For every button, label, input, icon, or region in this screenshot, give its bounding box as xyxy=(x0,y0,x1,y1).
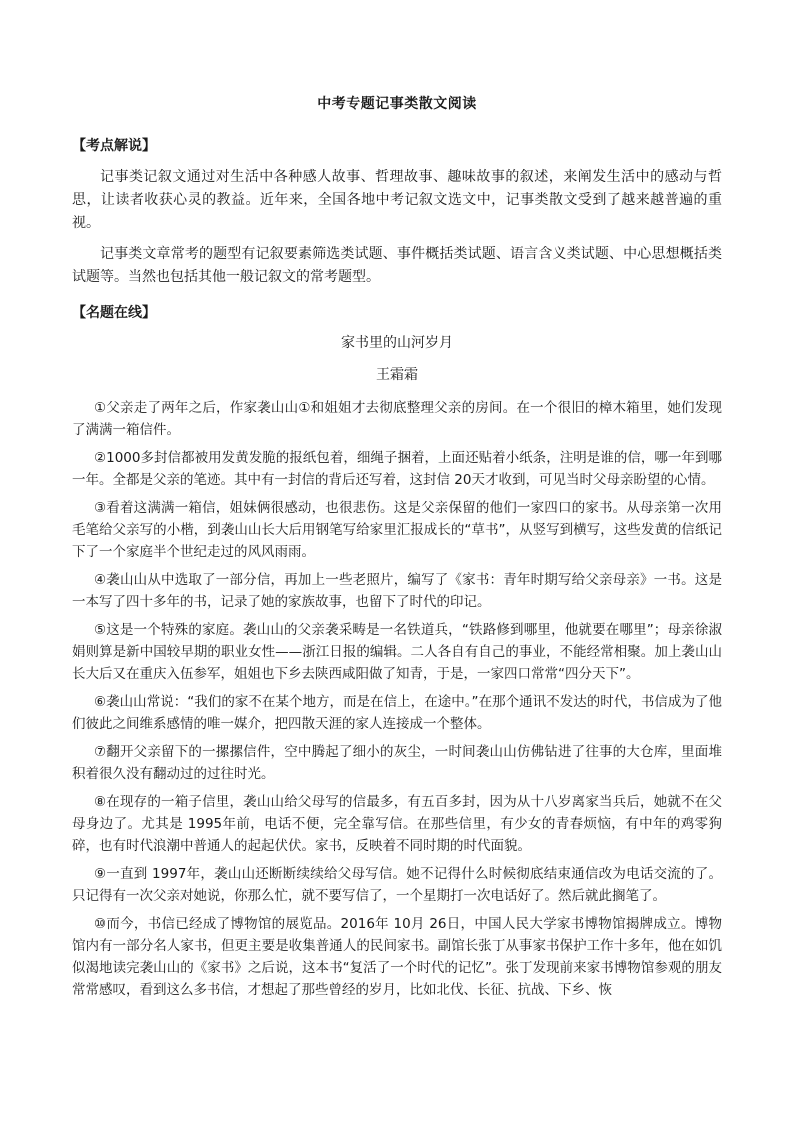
article-paragraph: ⑦翻开父亲留下的一摞摞信件，空中腾起了细小的灰尘，一时间袭山山仿佛钻进了往事的大仓库，里面堆积着很久没有翻动过的过往时光。 xyxy=(72,744,722,782)
article-title: 家书里的山河岁月 xyxy=(341,335,453,351)
article-paragraph: ③看着这满满一箱信，姐妹俩很感动，也很悲伤。这是父亲保留的他们一家四口的家书。从母亲第一次用毛笔给父亲写的小楷，到袭山山长大后用钢笔写给家里汇报成长的“草书”，从竖写到横写，这些发黄的信纸记下了一个家庭半个世纪走过的风风雨雨。 xyxy=(72,500,722,560)
article-paragraph: ⑩而今，书信已经成了博物馆的展览品。2016年 10月 26日，中国人民大学家书博物馆揭牌成立。博物馆内有一部分名人家书，但更主要是收集普通人的民间家书。副馆长张丁从事家书保护工作十多年，他在如饥似渴地读完袭山山的《家书》之后说，这本书“复活了一个时代的记忆”。张丁发现前来家书博物馆参观的朋友常常感叹，看到这么多书信，才想起了那些曾经的岁月，比如北伐、长征、抗战、下乡、恢 xyxy=(72,916,722,998)
article-paragraph: ⑥袭山山常说：“我们的家不在某个地方，而是在信上，在途中。”在那个通讯不发达的时代，书信成为了他们彼此之间维系感情的唯一媒介，把四散天涯的家人连接成一个整体。 xyxy=(72,694,722,732)
document-page xyxy=(72,94,722,1007)
article-paragraph: ④袭山山从中选取了一部分信，再加上一些老照片，编写了《家书：青年时期写给父亲母亲》一书。这是一本写了四十多年的书，记录了她的家族故事，也留下了时代的印记。 xyxy=(72,572,722,610)
article-paragraph: ⑤这是一个特殊的家庭。袭山山的父亲袭采畴是一名铁道兵，“铁路修到哪里，他就要在哪里”；母亲徐淑娟则算是新中国较早期的职业女性——浙江日报的编辑。二人各自有自己的事业，不能经常相聚。加上袭山山长大后又在重庆入伍参军，姐姐也下乡去陕西咸阳做了知青，于是，一家四口常常“四分天下”。 xyxy=(72,622,722,682)
article-author: 王霜霜 xyxy=(376,367,418,383)
intro-paragraph: 记事类文章常考的题型有记叙要素筛选类试题、事件概括类试题、语言含义类试题、中心思想概括类试题等。当然也包括其他一般记叙文的常考题型。 xyxy=(72,246,722,285)
section-heading-analysis: 【考点解说】 xyxy=(72,138,156,154)
article-paragraph: ⑨一直到 1997年，袭山山还断断续续给父母写信。她不记得什么时候彻底结束通信改为电话交流的了。只记得有一次父亲对她说，你那么忙，就不要写信了，一个星期打一次电话好了。然后就此搁笔了。 xyxy=(72,866,722,904)
section-heading-examples: 【名题在线】 xyxy=(72,305,156,321)
intro-paragraph: 记事类记叙文通过对生活中各种感人故事、哲理故事、趣味故事的叙述，来阐发生活中的感动与哲思，让读者收获心灵的教益。近年来，全国各地中考记叙文选文中，记事类散文受到了越来越普遍的重视。 xyxy=(72,169,722,231)
article-paragraph: ②1000多封信都被用发黄发脆的报纸包着，细绳子捆着，上面还贴着小纸条，注明是谁的信，哪一年到哪一年。全都是父亲的笔迹。其中有一封信的背后还写着，这封信 20天才收到，可见当时父母亲盼望的心情。 xyxy=(72,450,722,488)
document-title: 中考专题记事类散文阅读 xyxy=(317,96,477,112)
article-paragraph: ①父亲走了两年之后，作家袭山山①和姐姐才去彻底整理父亲的房间。在一个很旧的樟木箱里，她们发现了满满一箱信件。 xyxy=(72,400,722,438)
article-paragraph: ⑧在现存的一箱子信里，袭山山给父母写的信最多，有五百多封，因为从十八岁离家当兵后，她就不在父母身边了。尤其是 1995年前，电话不便，完全靠写信。在那些信里，有少女的青春烦恼，有中年的鸡零狗碎，也有时代浪潮中普通人的起起伏伏。家书，反映着不同时期的时代面貌。 xyxy=(72,794,722,854)
